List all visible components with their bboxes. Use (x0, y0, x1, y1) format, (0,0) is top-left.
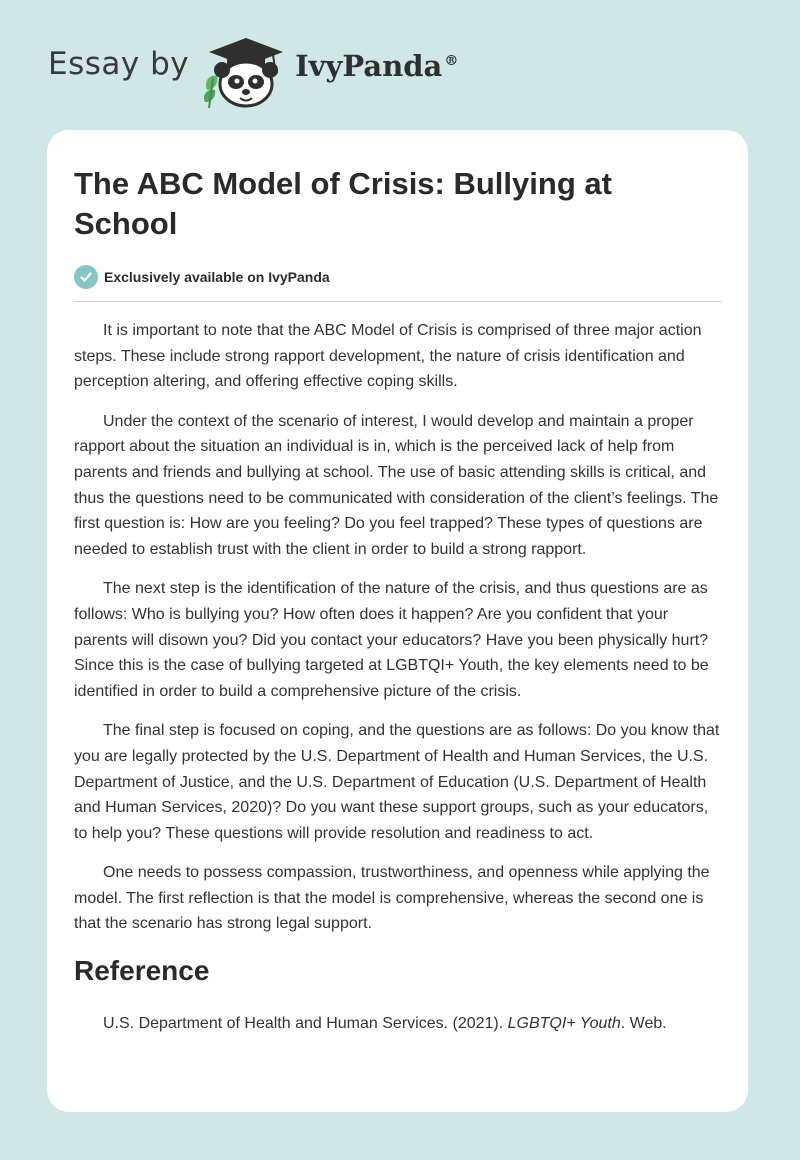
brand-name[interactable]: IvyPanda ® (295, 49, 459, 83)
reference-heading: Reference (74, 955, 210, 987)
paragraph: Under the context of the scenario of interest, I would develop and maintain a proper rapport about the situation an individual is in, which is the perceived lack of help from parents and friends and bullying at school. The use of basic attending skills is critical, and thus the questions need to be communicated with consideration of the client’s feelings. The first question is: How are you feeling? Do you feel trapped? These types of questions are needed to establish trust with the client in order to build a strong rapport. (74, 412, 719, 558)
reference-entry (74, 1011, 722, 1037)
paragraph: It is important to note that the ABC Model of Crisis is comprised of three major action steps. These include strong rapport development, the nature of crisis identification and perception altering, and offering effective coping skills. (74, 322, 702, 391)
check-icon (74, 265, 98, 289)
site-header (48, 30, 458, 110)
reference-suffix: . Web. (620, 1015, 667, 1033)
reference-text: U.S. Department of Health and Human Services. (2021). (103, 1015, 508, 1033)
exclusive-badge (74, 265, 722, 302)
paragraph: The next step is the identification of the nature of the crisis, and thus questions are as follows: Who is bullying you? How often does it happen? Are you confident that your parents will disown you? Did you contact your educators? Have you been physically hurt? Since this is the case of bullying targeted at LGBTQI+ Youth, the key elements need to be identified in order to build a comprehensive picture of the crisis. (74, 580, 709, 700)
page-title: The ABC Model of Crisis: Bullying at School (74, 166, 612, 241)
essay-body (74, 318, 722, 937)
reference-title: LGBTQI+ Youth (507, 1015, 621, 1033)
registered-mark: ® (444, 53, 459, 70)
panda-logo-icon[interactable] (201, 30, 291, 110)
paragraph: One needs to possess compassion, trustworthiness, and openness while applying the model. The first reflection is that the model is comprehensive, whereas the second one is that the scenario has strong legal support. (74, 864, 710, 933)
essay-card (47, 130, 748, 1112)
brand-prefix: Essay by (48, 46, 190, 82)
badge-text: Exclusively available on IvyPanda (104, 269, 330, 285)
paragraph: The final step is focused on coping, and the questions are as follows: Do you know that you are legally protected by the U.S. Department of Health and Human Services, the U.S. Department of Justice, and the U.S. Department of Education (U.S. Department of Health and Human Services, 2020)? Do you want these support groups, such as your educators, to help you? These questions will provide resolution and readiness to act. (74, 722, 720, 842)
